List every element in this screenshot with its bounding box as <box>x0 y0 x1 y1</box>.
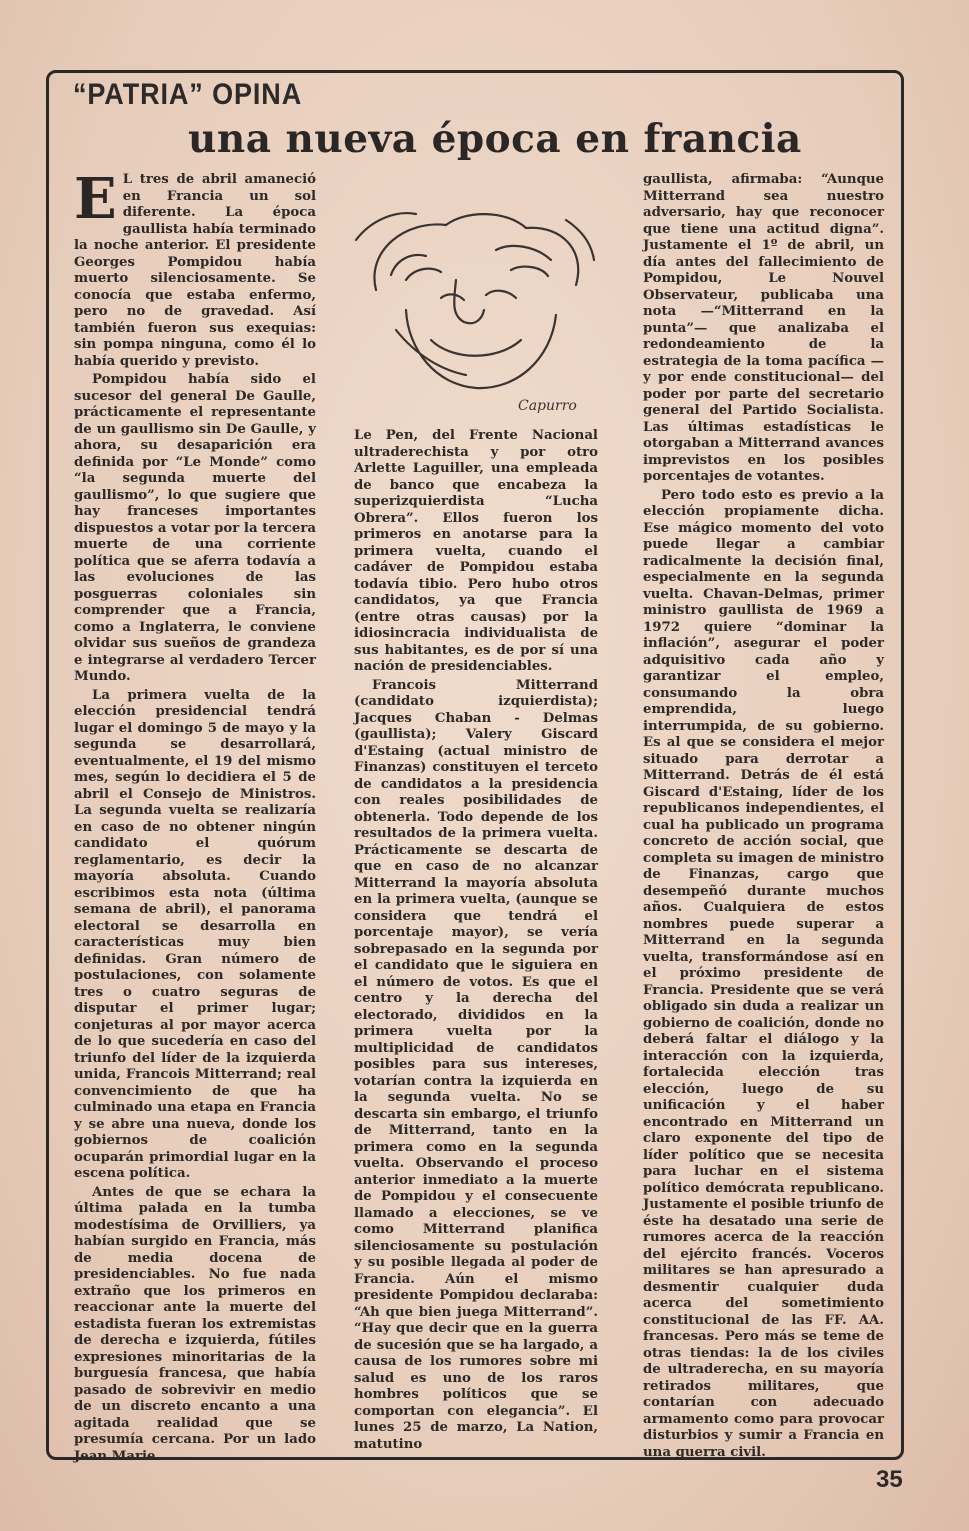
paragraph: Francois Mitterrand (candidato izquierdista); Jacques Chaban - Delmas (gaullista); Valery Giscard d'Estaing (actual ministro de Finanzas) constituyen el terceto de candidatos a la presidencia con reales posibilidades de obtenerla. Todo depende de los resultados de la primera vuelta. Prácticamente se descarta de que en caso de no alcanzar Mitterrand la mayoría absoluta en la primera vuelta, (aunque se considera que tendrá el porcentaje mayor), se vería sobrepasado en la segunda por el candidato que le siguiera en el número de votos. Es que el centro y la derecha del electorado, divididos en la primera vuelta por la multiplicidad de candidatos posibles para sus intereses, votarían contra la izquierda en la segunda vuelta. No se descarta sin embargo, el triunfo de Mitterrand, tanto en la primera como en la segunda vuelta. Observando el proceso anterior inmediato a la muerte de Pompidou y el consecuente llamado a elecciones, se ve como Mitterrand planifica silenciosamente su postulación y su posible llegada al poder de Francia. Aún el mismo presidente Pompidou declaraba: “Ah que bien juega Mitterrand”. “Hay que decir que en la guerra de sucesión que se ha largado, a causa de los rumores sobre mi salud es uno de los raros hombres políticos que se comportan con elegancia”. El lunes 25 de marzo, La Nation, matutino <box>354 677 598 1452</box>
paragraph: Antes de que se echara la última palada en la tumba modestísima de Orvilliers, ya habían surgido en Francia, más de media docena de presidenciables. No fue nada extraño que los primeros en reaccionar ante la muerte del estadista fueran los extremistas de derecha e izquierda, fútiles expresiones minoritarias de la burguesía francesa, que había pasado de sobrevivir en medio de un discreto encanto a una agitada realidad que se presumía cercana. Por un lado Jean Marie <box>74 1184 316 1464</box>
article-column-2 <box>354 428 598 1452</box>
paragraph: L tres de abril amaneció en Francia un sol diferente. La época gaullista había terminado la noche anterior. El presidente Georges Pompidou había muerto silenciosamente. Se conocía que estaba enfermo, pero no de gravedad. Así también fueron sus exequias: sin pompa ninguna, como él lo había querido y previsto. <box>74 172 316 369</box>
illustration-signature: Capurro <box>518 398 577 414</box>
article-headline: una nueva época en francia <box>188 116 802 162</box>
article-column-1 <box>74 166 316 1464</box>
paragraph: La primera vuelta de la elección presidencial tendrá lugar el domingo 5 de mayo y la segunda se desarrollará, eventualmente, el 19 del mismo mes, según lo decidiera el 5 de abril el Consejo de Ministros. La segunda vuelta se realizaría en caso de no obtener ningún candidato el quórum reglamentario, es decir la mayoría absoluta. Cuando escribimos esta nota (última semana de abril), el panorama electoral se desarrolla en características muy bien definidas. Gran número de postulaciones, con solamente tres o cuatro seguras de disputar el primer lugar; conjeturas al por mayor acerca de lo que sucedería en caso del triunfo del líder de la izquierda unida, Francois Mitterrand; real convencimiento de que ha culminado una etapa en Francia y se abre una nueva, donde los gobiernos de coalición ocuparán primordial lugar en la escena política. <box>74 687 316 1181</box>
mitterrand-caricature-illustration <box>336 180 616 420</box>
paragraph: gaullista, afirmaba: “Aunque Mitterrand sea nuestro adversario, hay que reconocer que tiene una actitud digna”. Justamente el 1º de abril, un día antes del fallecimiento de Pompidou, Le Nouvel Observateur, publicaba una nota —“Mitterrand en la punta”— que analizaba el redondeamiento de la estrategia de la toma pacífica —y por ende constitucional— del poder por parte del secretario general del Partido Socialista. Las últimas estadísticas le otorgaban a Mitterrand avances imprevistos en los posibles porcentajes de votantes. <box>643 172 884 484</box>
article-column-3 <box>643 172 884 1460</box>
drop-cap: E <box>74 166 117 232</box>
paragraph: Pompidou había sido el sucesor del general De Gaulle, prácticamente el representante de un gaullismo sin De Gaulle, y ahora, su desaparición era definida por “Le Monde” como “la segunda muerte del gaullismo”, lo que sugiere que hay franceses importantes dispuestos a votar por la tercera muerte de una corriente política que se aferra todavía a las evoluciones de las posguerras coloniales sin comprender que a Francia, como a Inglaterra, le conviene olvidar sus sueños de grandeza e integrarse al verdadero Tercer Mundo. <box>74 372 316 684</box>
section-kicker: “PATRIA” OPINA <box>73 78 303 111</box>
paragraph: Le Pen, del Frente Nacional ultraderechista y por otro Arlette Laguiller, una empleada de banco que encabeza la superizquierdista “Lucha Obrera”. Ellos fueron los primeros en anotarse para la primera vuelta, cuando el cadáver de Pompidou estaba todavía tibio. Pero hubo otros candidatos, ya que Francia (entre otras causas) por la idiosincracia individualista de sus habitantes, es de por sí una nación de presidenciables. <box>354 428 598 674</box>
paragraph: Pero todo esto es previo a la elección propiamente dicha. Ese mágico momento del voto puede llegar a cambiar radicalmente la decisión final, especialmente en la segunda vuelta. Chavan-Delmas, primer ministro gaullista de 1969 a 1972 quiere “dominar la inflación”, asegurar el poder adquisitivo cada año y garantizar el empleo, consumando la obra emprendida, luego interrumpida, de su gobierno. Es al que se considera el mejor situado para derrotar a Mitterrand. Detrás de él está Giscard d'Estaing, líder de los republicanos independientes, el cual ha publicado un programa concreto de acción social, que completa su imagen de ministro de Finanzas, cargo que desempeñó durante muchos años. Cualquiera de estos nombres puede superar a Mitterrand en la segunda vuelta, transformándose así en el próximo presidente de Francia. Presidente que se verá obligado sin duda a realizar un gobierno de coalición, donde no deberá faltar el diálogo y la interacción con la izquierda, fortalecida elección tras elección, luego de su unificación y el haber encontrado en Mitterrand un claro exponente del tipo de líder político que se necesita para luchar en el sistema político demócrata republicano. Justamente el posible triunfo de éste ha desatado una serie de rumores acerca de la reacción del ejército francés. Voceros militares se han apresurado a desmentir cualquier duda acerca del sometimiento constitucional de las FF. AA. francesas. Pero más se teme de otras tiendas: la de los civiles de ultraderecha, en su mayoría retirados militares, que contarían con adecuado armamento como para provocar disturbios y sumir a Francia en una guerra civil. <box>643 487 884 1460</box>
page-number: 35 <box>876 1466 903 1493</box>
